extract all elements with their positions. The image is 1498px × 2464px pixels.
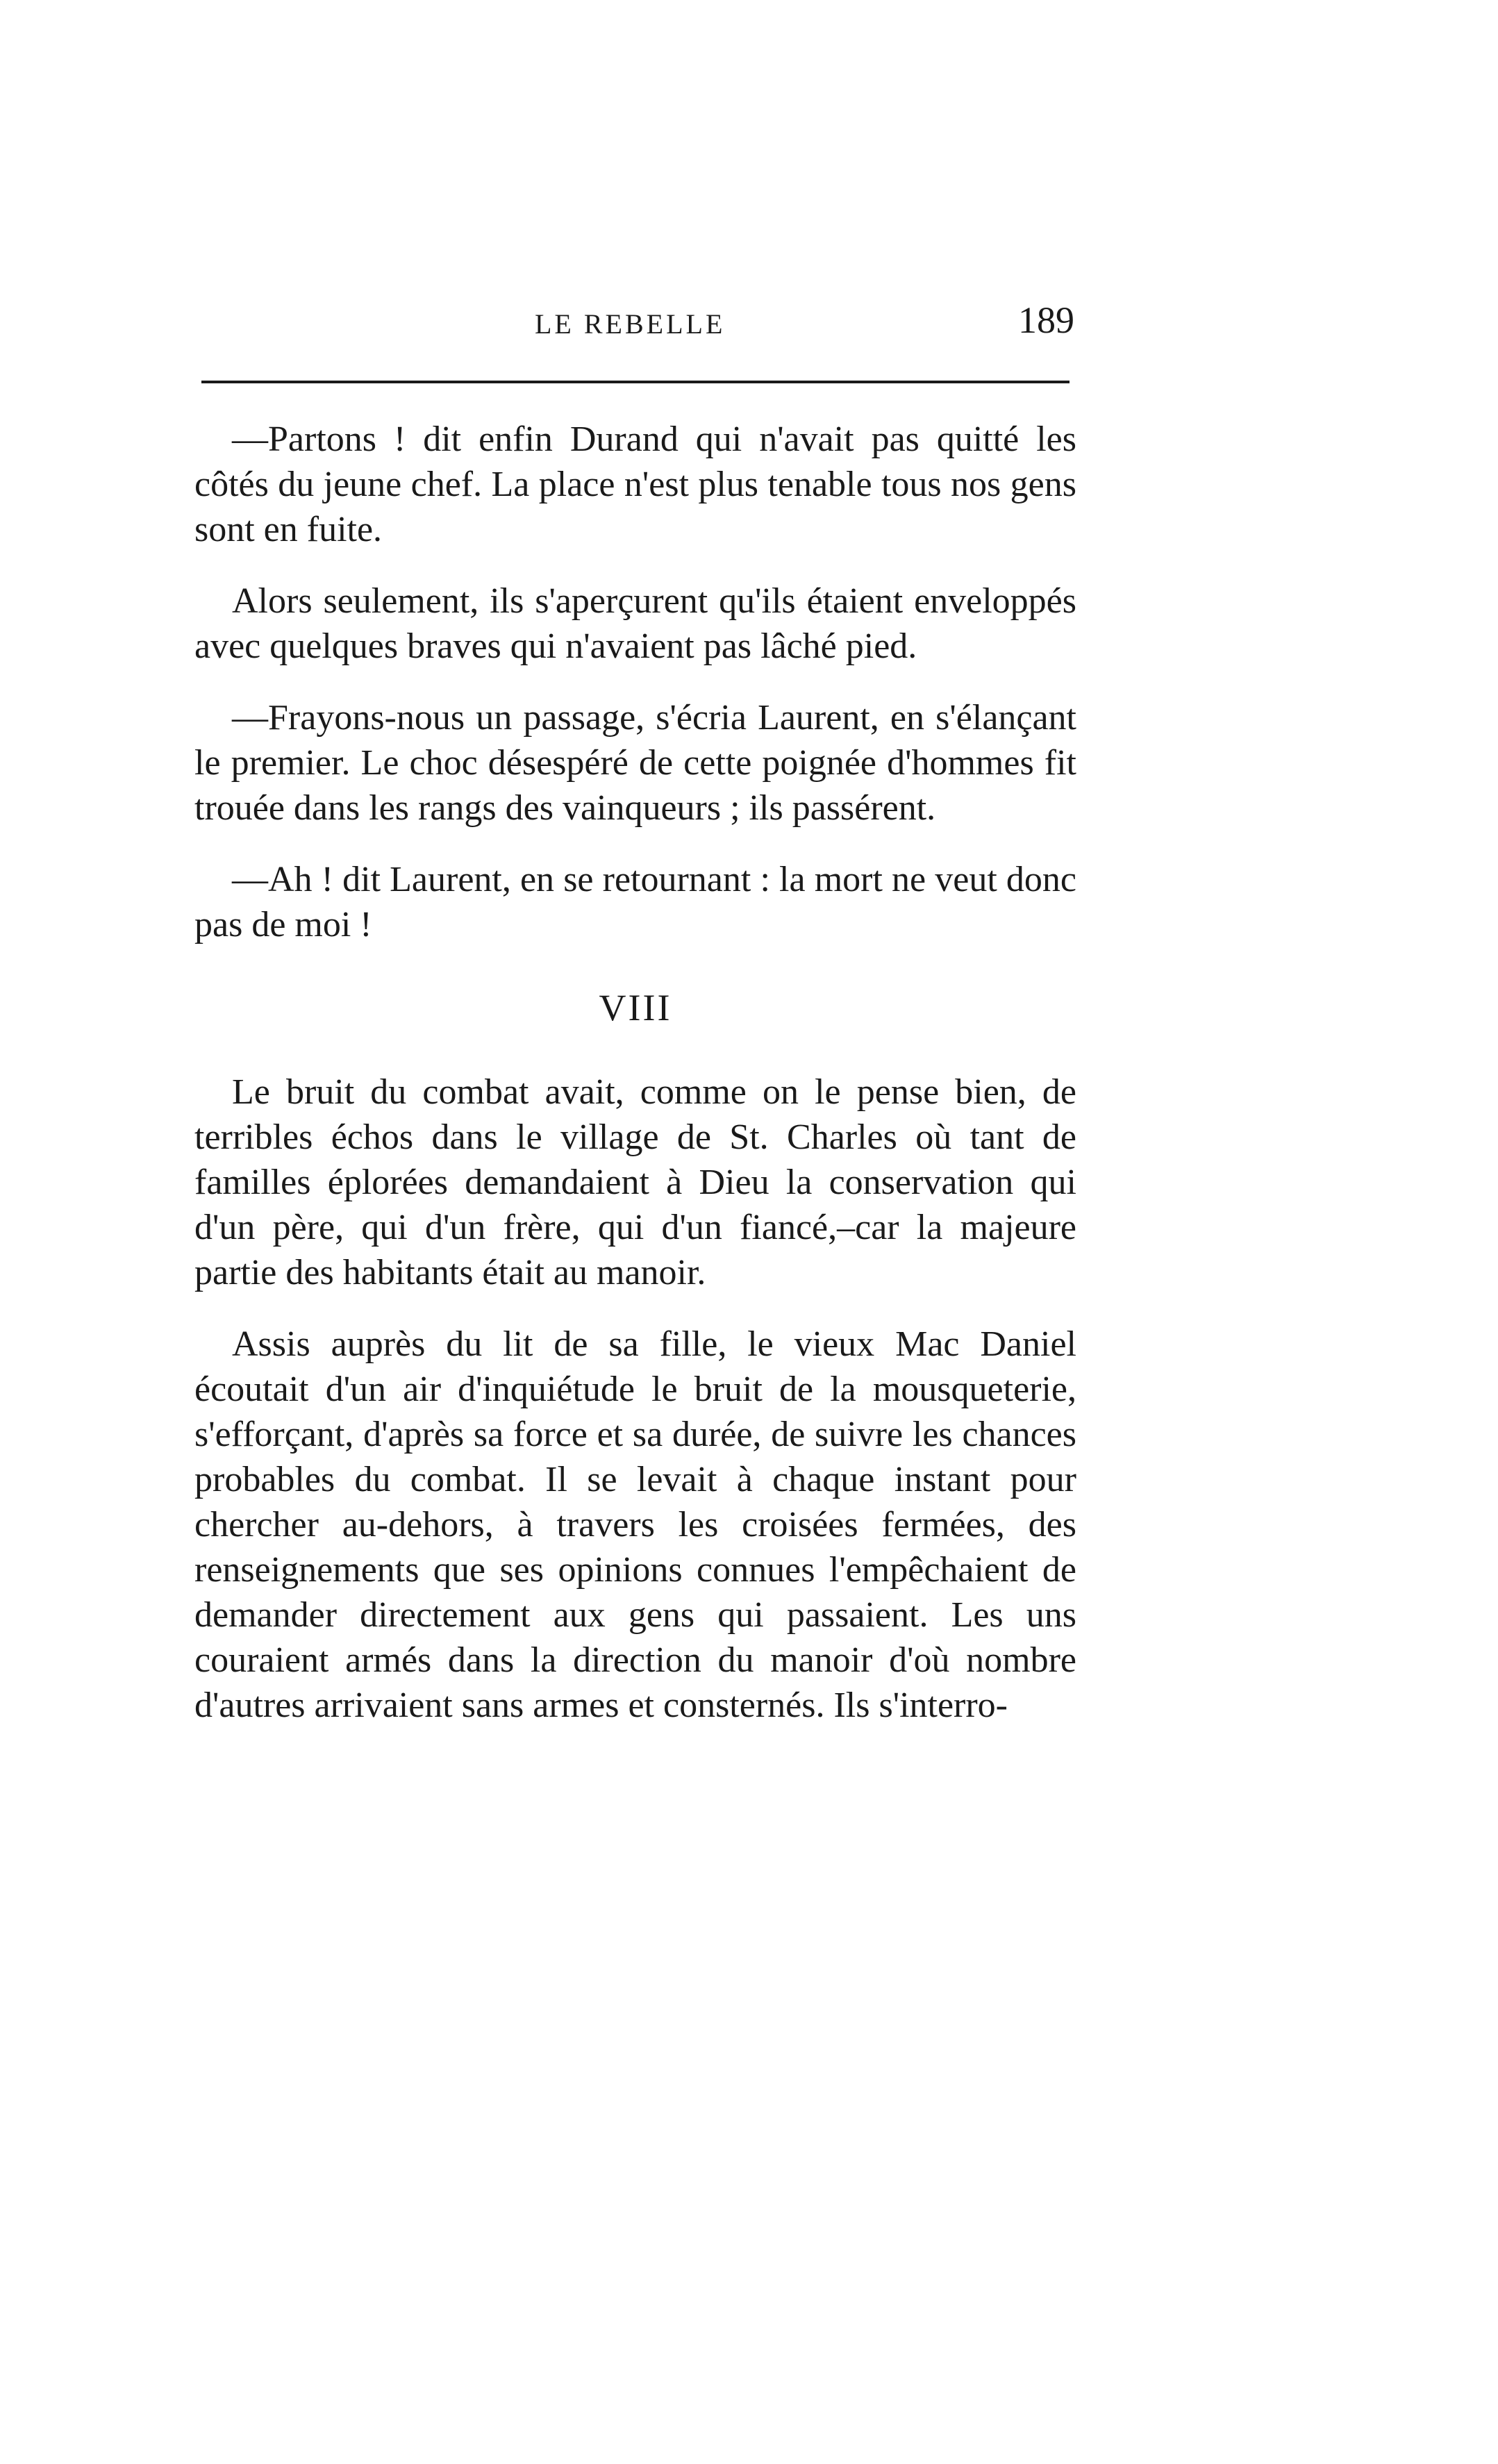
running-head <box>0 299 1498 347</box>
paragraph: Assis auprès du lit de sa fille, le vieux Mac Daniel écoutait d'un air d'inquiétude le bruit de la mousqueterie, s'efforçant, d'après sa force et sa durée, de suivre les chances probables du combat. Il se levait à chaque instant pour chercher au-dehors, à travers les croisées fermées, des renseignements que ses opinions connues l'empêchaient de demander directement aux gens qui passaient. Les uns couraient armés dans la direction du manoir d'où nombre d'autres arrivaient sans armes et consternés. Ils s'interro- <box>194 1324 1076 1725</box>
body-text <box>194 417 1076 1728</box>
paragraph: —Ah ! dit Laurent, en se retournant : la mort ne veut donc pas de moi ! <box>194 860 1076 944</box>
running-title: LE REBELLE <box>535 308 726 340</box>
page-number: 189 <box>1018 299 1074 341</box>
header-rule <box>201 381 1070 383</box>
paragraph: —Frayons-nous un passage, s'écria Laurent, en s'élançant le premier. Le choc désespéré de cette poignée d'hommes fit trouée dans les rangs des vainqueurs ; ils passérent. <box>194 698 1076 828</box>
paragraph: Alors seulement, ils s'aperçurent qu'ils étaient enveloppés avec quelques braves qui n'avaient pas lâché pied. <box>194 581 1076 666</box>
paragraph: Le bruit du combat avait, comme on le pense bien, de terribles échos dans le village de St. Charles où tant de familles éplorées demandaient à Dieu la conservation qui d'un père, qui d'un frère, qui d'un fiancé,–car la majeure partie des habitants était au manoir. <box>194 1072 1076 1292</box>
chapter-heading: VIII <box>599 987 672 1029</box>
paragraph: —Partons ! dit enfin Durand qui n'avait pas quitté les côtés du jeune chef. La place n'est plus tenable tous nos gens sont en fuite. <box>194 419 1076 549</box>
